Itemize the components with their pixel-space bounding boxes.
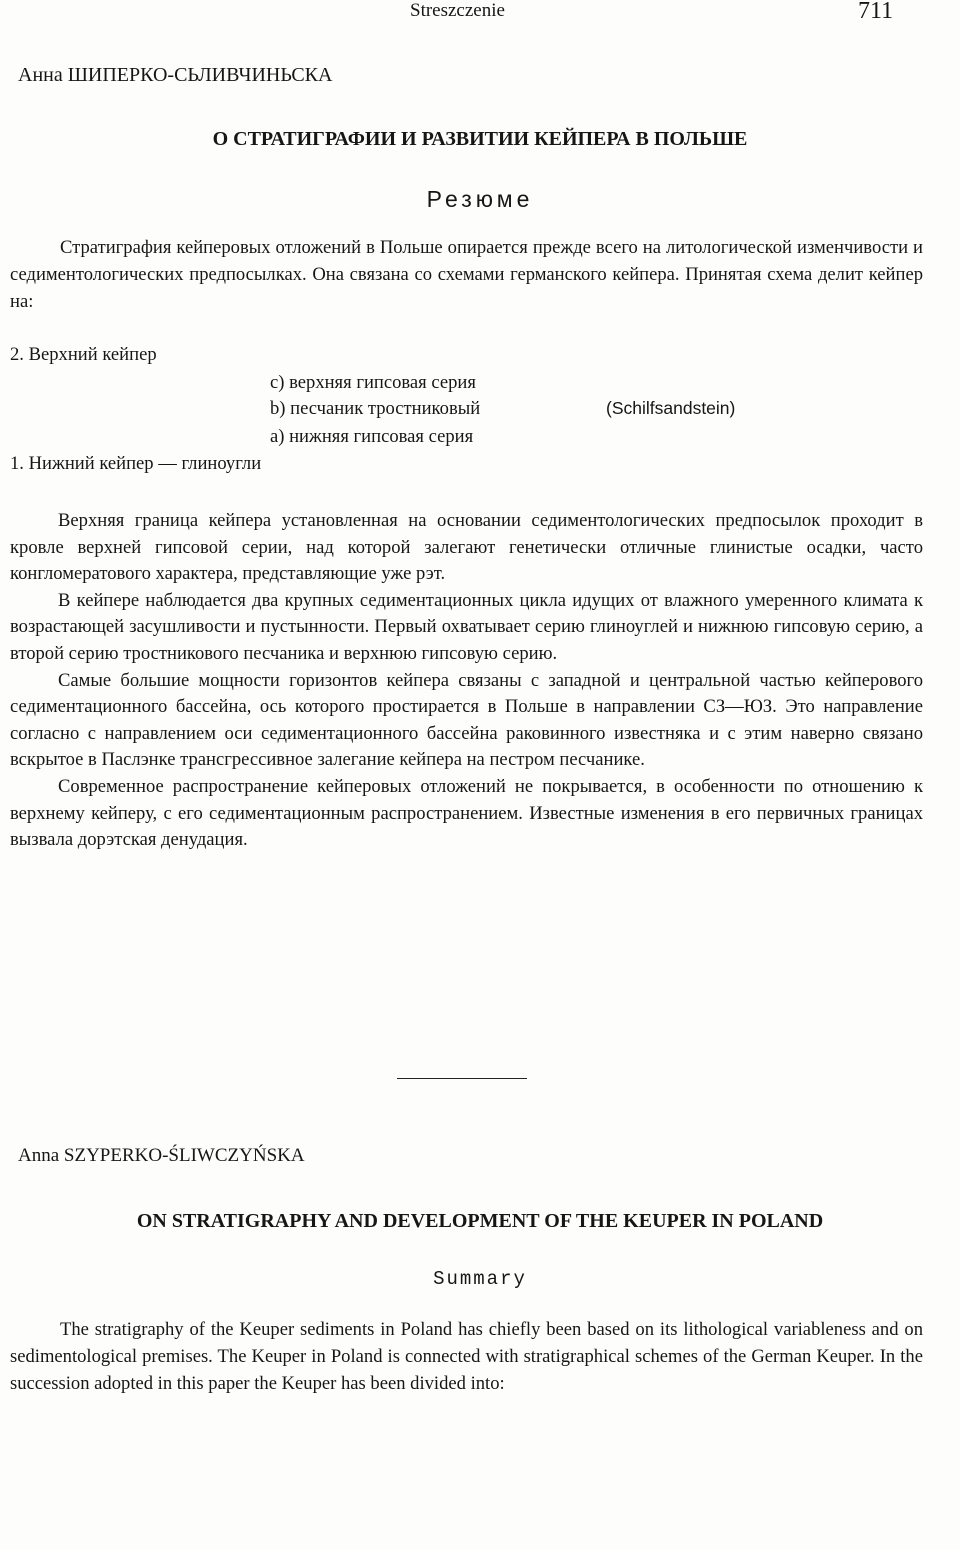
body-russian bbox=[10, 508, 923, 854]
scheme-item-b-note: (Schilfsandstein) bbox=[606, 398, 736, 418]
scheme-lower-keuper: 1. Нижний кейпер — глиноугли bbox=[10, 453, 262, 474]
scheme-upper-keuper: 2. Верхний кейпер bbox=[10, 344, 157, 365]
intro-text: Стратиграфия кейперовых отложений в Польше опирается прежде всего на литологической изменчивости и седиментологических предпосылках. Она связана со схемами германского кейпера. Принятая схема делит кейпер на: bbox=[10, 237, 923, 312]
paragraph-4: Современное распространение кейперовых отложений не покрывается, в особенности по отношению к верхнему кейперу, с его седиментационным распространением. Известные изменения в его первичных границах вызвала дорэтская денудация. bbox=[10, 775, 923, 851]
paragraph-1: Верхняя граница кейпера установленная на основании седиментологических предпосылок проходит в кровле верхней гипсовой серии, над которой залегают генетически отличные глинистые осадки, часто конгломератового характера, представляющие уже рэт. bbox=[10, 510, 923, 585]
section-divider bbox=[397, 1078, 527, 1079]
summary-paragraph-english bbox=[10, 1316, 923, 1397]
subheading-summary: Summary bbox=[433, 1268, 527, 1290]
scheme-item-a: a) нижняя гипсовая серия bbox=[270, 426, 474, 447]
title-russian: О СТРАТИГРАФИИ И РАЗВИТИИ КЕЙПЕРА В ПОЛЬШЕ bbox=[212, 128, 748, 150]
page-number: 711 bbox=[858, 0, 894, 24]
summary-text: The stratigraphy of the Keuper sediments in Poland has chiefly been based on its lithological variableness and on sedimentological premises. The Keuper in Poland is connected with stratigraphical schemes of the German Keuper. In the succession adopted in this paper the Keuper has been divided into: bbox=[10, 1319, 923, 1394]
paragraph-3: Самые большие мощности горизонтов кейпера связаны с западной и центральной частью кейперового седиментационного бассейна, ось которого простирается в Польше в направлении СЗ—ЮЗ. Это направление согласно с направлением оси седиментационного бассейна раковинного известняка и с этим наверно связано вскрытое в Паслэнке трансгрессивное залегание кейпера на пестром песчанике. bbox=[10, 669, 923, 771]
subheading-resume: Резюме bbox=[426, 186, 534, 212]
running-header: Streszczenie bbox=[410, 0, 505, 21]
scheme-item-b: b) песчаник тростниковый bbox=[270, 398, 481, 419]
author-russian: Анна ШИПЕРКО-СЬЛИВЧИНЬСКА bbox=[18, 64, 333, 86]
author-english: Anna SZYPERKO-ŚLIWCZYŃSKA bbox=[18, 1145, 305, 1166]
intro-paragraph-russian bbox=[10, 234, 923, 315]
paragraph-2: В кейпере наблюдается два крупных седиментационных цикла идущих от влажного умеренного климата к возрастающей засушливости и пустынности. Первый охватывает серию глиноуглей и нижнюю гипсовую серию, а второй серию тростникового песчаника и верхнюю гипсовую серию. bbox=[10, 589, 923, 664]
scheme-item-c: c) верхняя гипсовая серия bbox=[270, 372, 476, 393]
title-english: ON STRATIGRAPHY AND DEVELOPMENT OF THE KEUPER IN POLAND bbox=[136, 1210, 824, 1232]
